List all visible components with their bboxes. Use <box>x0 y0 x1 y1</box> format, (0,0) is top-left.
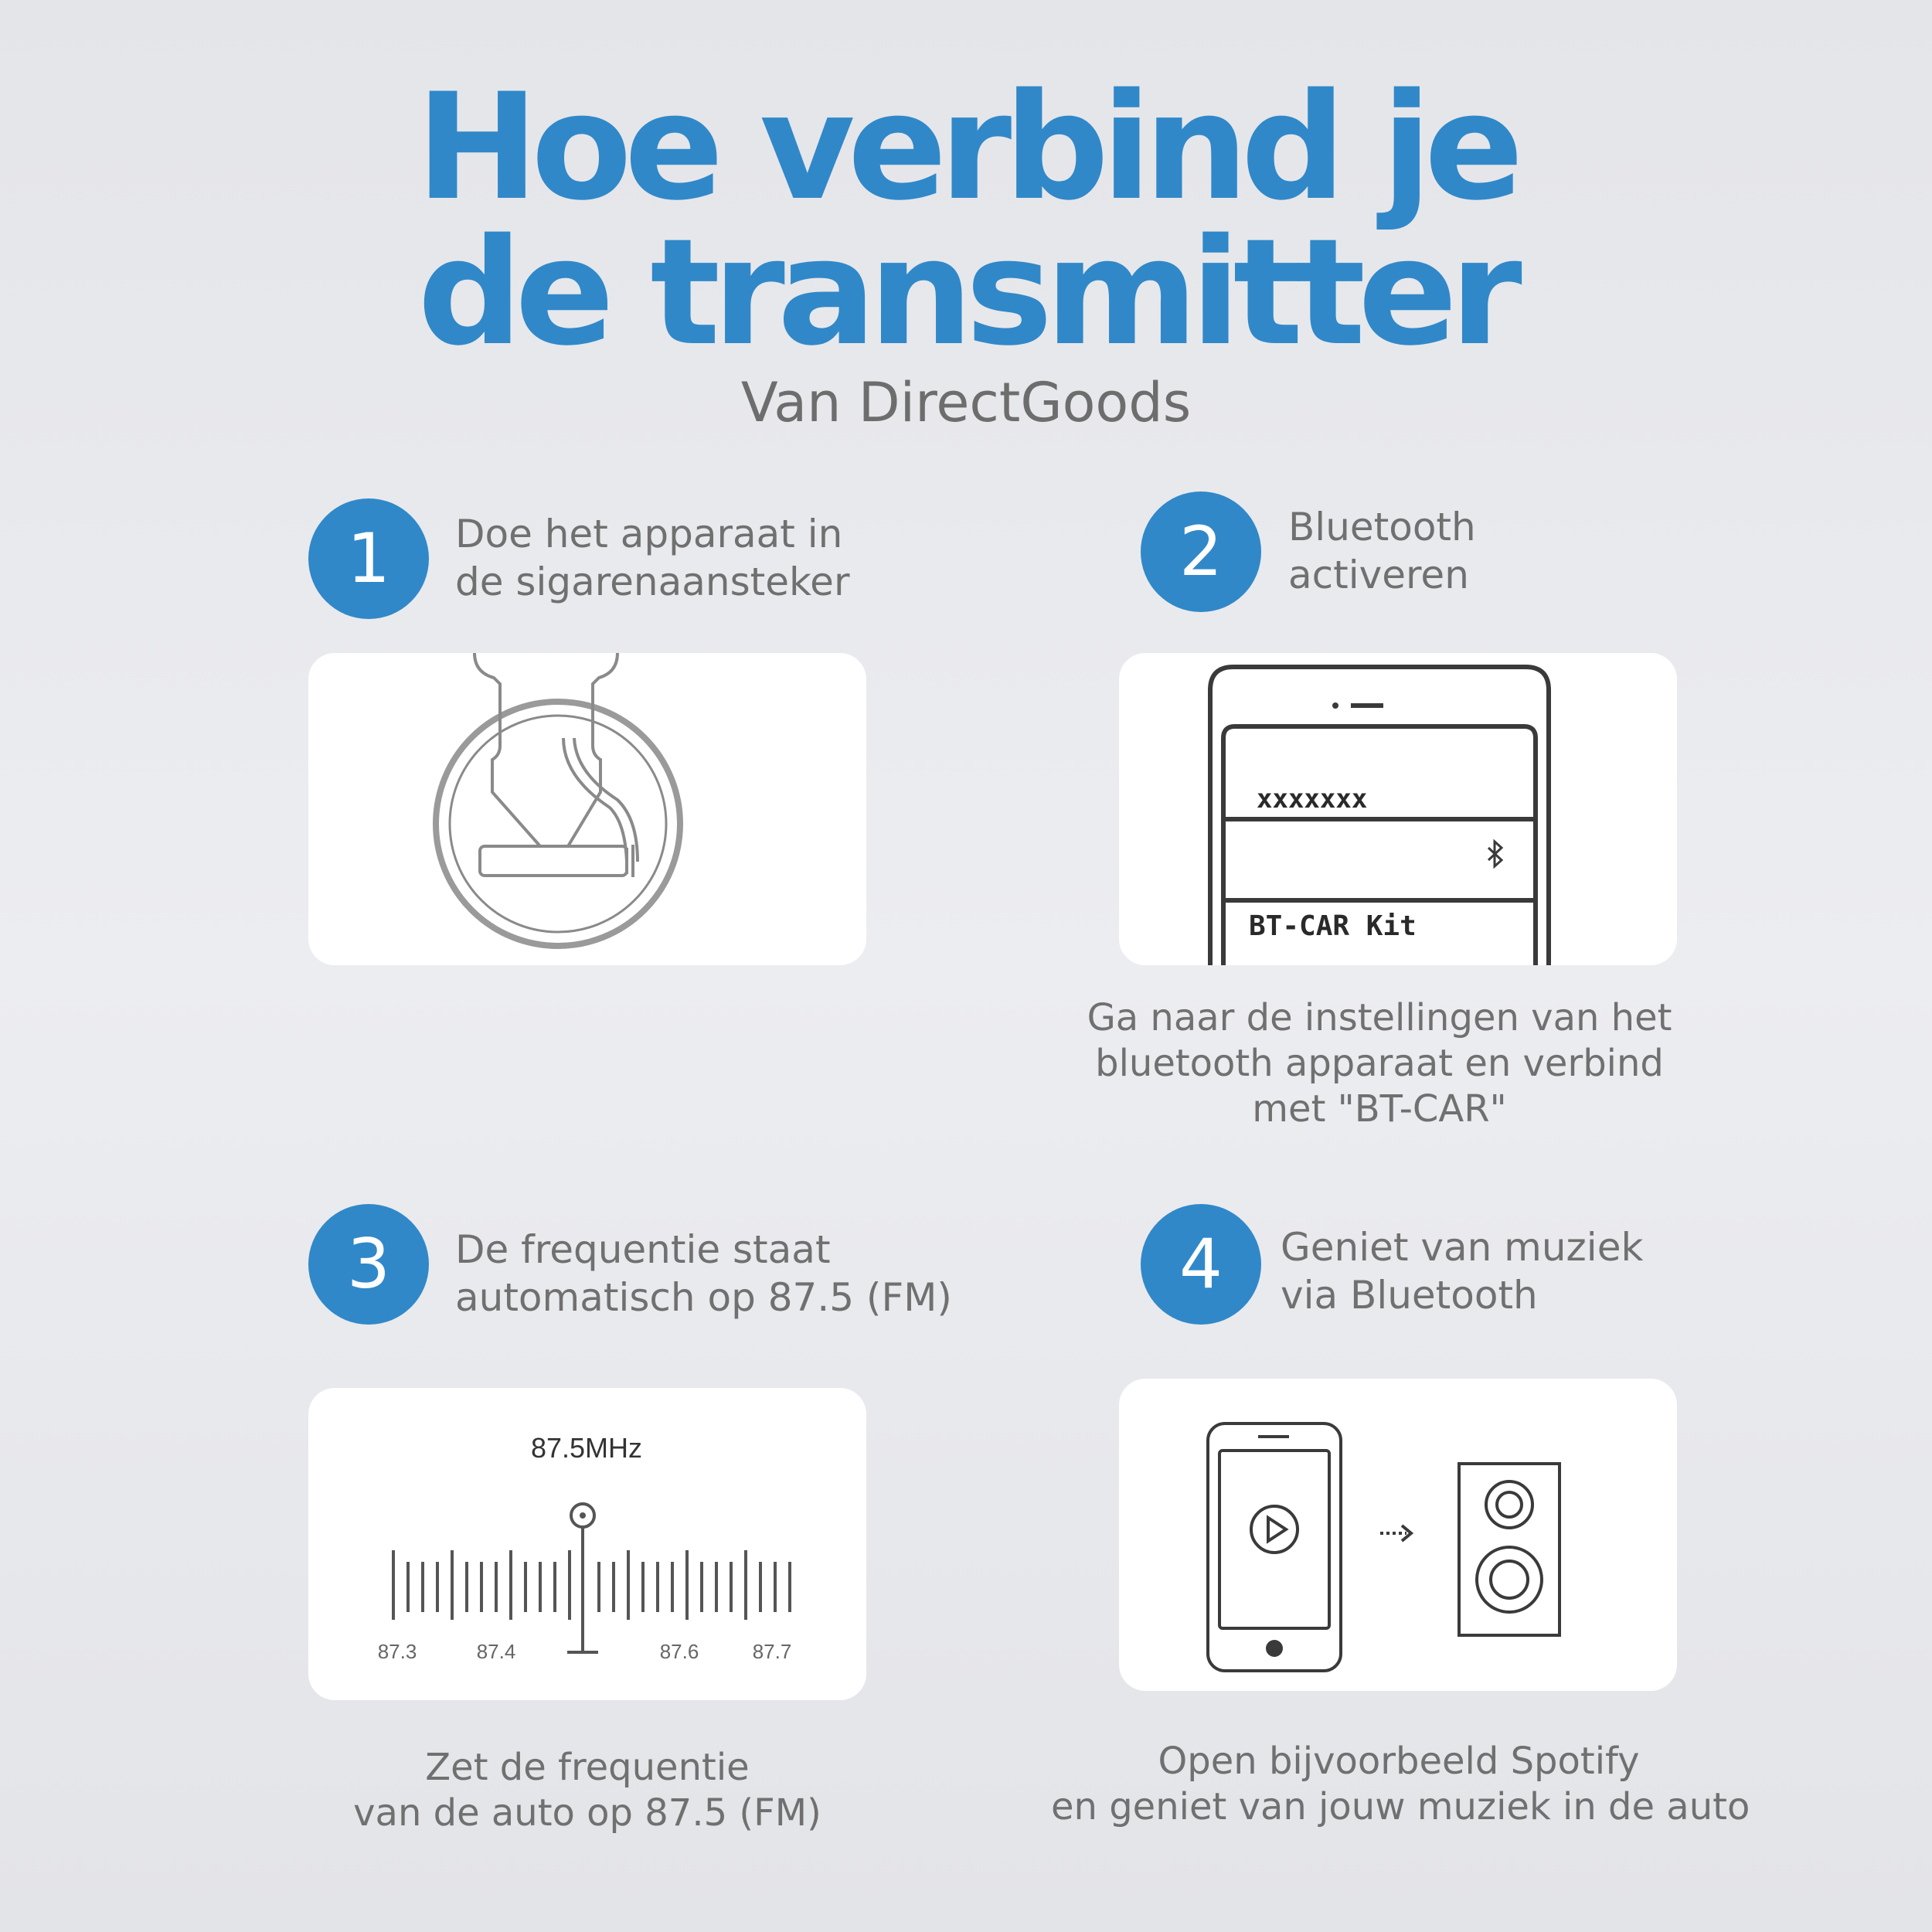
step-3-number-badge: 3 <box>308 1204 429 1325</box>
step-2-text <box>1288 503 1476 599</box>
page-title-line-1: Hoe verbind je <box>416 62 1516 233</box>
step-4-text-line: Geniet van muziek <box>1281 1225 1644 1270</box>
step-4-text <box>1281 1223 1643 1319</box>
step-3-image-card <box>308 1388 866 1700</box>
step-1-number-badge: 1 <box>308 498 429 619</box>
step-4-caption <box>1051 1739 1750 1830</box>
bluetooth-icon <box>1488 842 1502 866</box>
step-4-caption-line: Open bijvoorbeeld Spotify <box>1158 1740 1640 1783</box>
tick-label: 87.7 <box>752 1640 792 1663</box>
step-1-text-line: Doe het apparaat in <box>455 512 843 556</box>
phone-icon <box>1208 1423 1341 1671</box>
step-4-number-badge: 4 <box>1141 1204 1261 1325</box>
step-2-caption-line: bluetooth apparaat en verbind <box>1095 1042 1664 1085</box>
play-icon <box>1251 1506 1298 1553</box>
tick-label: 87.6 <box>659 1640 699 1663</box>
step-2-caption <box>1051 995 1708 1132</box>
step-1-text <box>455 510 850 606</box>
step-3-caption-line: van de auto op 87.5 (FM) <box>353 1791 821 1835</box>
step-2-image-card <box>1119 653 1677 965</box>
page-subtitle: Van DirectGoods <box>740 371 1192 434</box>
step-4-text-line: via Bluetooth <box>1281 1273 1538 1318</box>
speaker-icon <box>1459 1464 1560 1635</box>
step-4-image-card <box>1119 1379 1677 1691</box>
phone-to-speaker-illustration <box>1119 1379 1677 1691</box>
page-title-line-2: de transmitter <box>417 207 1515 378</box>
cigarette-lighter-plug-illustration <box>308 653 866 965</box>
step-2-caption-line: Ga naar de instellingen van het <box>1087 996 1672 1039</box>
step-2-number-badge: 2 <box>1141 492 1261 612</box>
radio-frequency-dial-illustration <box>308 1388 866 1700</box>
step-2-caption-line: met "BT-CAR" <box>1252 1087 1507 1131</box>
frequency-readout: 87.5MHz <box>530 1432 643 1464</box>
step-3-caption <box>278 1745 896 1836</box>
step-3-text-line: De frequentie staat <box>455 1227 831 1272</box>
phone-bluetooth-settings-illustration <box>1119 653 1677 965</box>
bt-car-kit-label: BT-CAR Kit <box>1249 910 1417 942</box>
device-name-label: xxxxxxx <box>1257 784 1368 815</box>
step-3-caption-line: Zet de frequentie <box>425 1746 750 1789</box>
tick-label: 87.3 <box>377 1640 417 1663</box>
step-3-text <box>455 1226 952 1321</box>
step-2-text-line: activeren <box>1288 553 1469 597</box>
tick-label: 87.4 <box>476 1640 516 1663</box>
step-1-image-card <box>308 653 866 965</box>
step-1-text-line: de sigarenaansteker <box>455 560 850 604</box>
step-4-caption-line: en geniet van jouw muziek in de auto <box>1051 1785 1750 1828</box>
step-2-text-line: Bluetooth <box>1288 505 1476 549</box>
frequency-needle <box>567 1504 598 1652</box>
step-3-text-line: automatisch op 87.5 (FM) <box>455 1275 952 1320</box>
